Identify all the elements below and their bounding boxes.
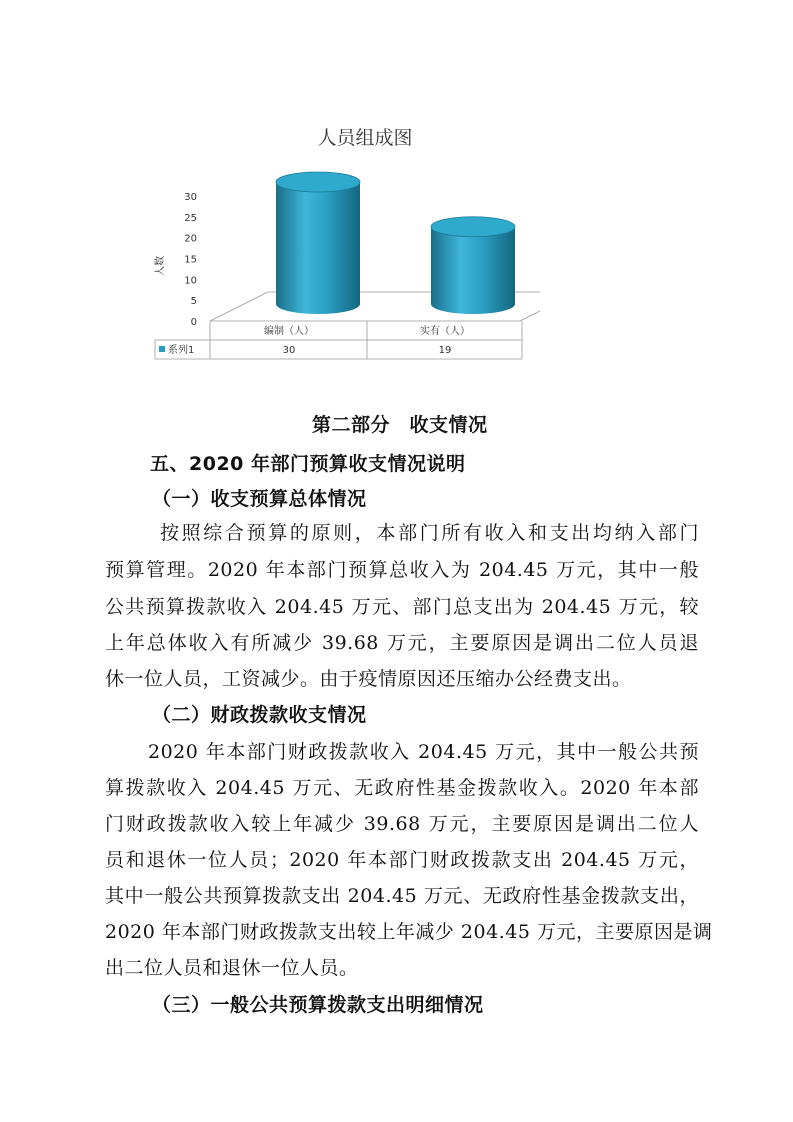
category-label: 编制（人） (264, 326, 314, 337)
y-tick-label: 0 (190, 317, 197, 328)
paragraph-two-line: 2020 年本部门财政拨款支出较上年减少 204.45 万元，主要原因是调 (105, 921, 713, 943)
paragraph-two-line: 出二位人员和退休一位人员。 (105, 957, 359, 979)
category-label: 实有（人） (420, 326, 470, 337)
legend-swatch (159, 346, 165, 352)
y-axis-label: 人数 (155, 256, 166, 276)
bar-body (431, 227, 515, 314)
bar-cylinder (431, 217, 515, 314)
paragraph-two-line: 门财政拨款收入较上年减少 39.68 万元，主要原因是调出二位人 (105, 813, 699, 835)
subsection-one-heading: （一）收支预算总体情况 (152, 488, 367, 510)
paragraph-two-line: 其中一般公共预算拨款支出 204.45 万元、无政府性基金拨款支出， (105, 885, 699, 907)
legend-series-name: 系列1 (168, 345, 195, 356)
paragraph-two-line: 员和退休一位人员；2020 年本部门财政拨款支出 204.45 万元， (105, 849, 699, 871)
y-tick-label: 15 (184, 254, 197, 266)
y-tick-label: 5 (190, 296, 197, 308)
paragraph-two-line: 算拨款收入 204.45 万元、无政府性基金拨款收入。2020 年本部 (105, 777, 699, 799)
y-tick-label: 25 (184, 212, 197, 224)
y-tick-label: 10 (184, 275, 197, 287)
section-five-heading: 五、2020 年部门预算收支情况说明 (150, 453, 466, 475)
y-tick-label: 20 (184, 233, 197, 245)
bar-body (276, 182, 360, 314)
paragraph-one-line: 预算管理。2020 年本部门预算总收入为 204.45 万元，其中一般 (105, 559, 699, 581)
bar-top (276, 172, 360, 192)
paragraph-one-line: 休一位人员，工资减少。由于疫情原因还压缩办公经费支出。 (105, 668, 632, 690)
subsection-three-heading: （三）一般公共预算拨款支出明细情况 (152, 994, 484, 1016)
paragraph-one-line: 按照综合预算的原则，本部门所有收入和支出均纳入部门 (160, 522, 699, 544)
chart-title: 人员组成图 (317, 127, 413, 149)
table-value: 19 (438, 345, 452, 356)
paragraph-one-line: 上年总体收入有所减少 39.68 万元，主要原因是调出二位人员退 (105, 632, 699, 654)
y-tick-label: 30 (184, 192, 197, 203)
bar-top (431, 217, 515, 237)
paragraph-one-line: 公共预算拨款收入 204.45 万元、部门总支出为 204.45 万元，较 (105, 596, 699, 618)
part-title: 第二部分 收支情况 (312, 414, 488, 436)
paragraph-two-line: 2020 年本部门财政拨款收入 204.45 万元，其中一般公共预 (148, 741, 699, 763)
subsection-two-heading: （二）财政拨款收支情况 (152, 704, 367, 726)
table-value: 30 (282, 345, 296, 356)
personnel-chart (150, 118, 540, 368)
bar-cylinder (276, 172, 360, 314)
